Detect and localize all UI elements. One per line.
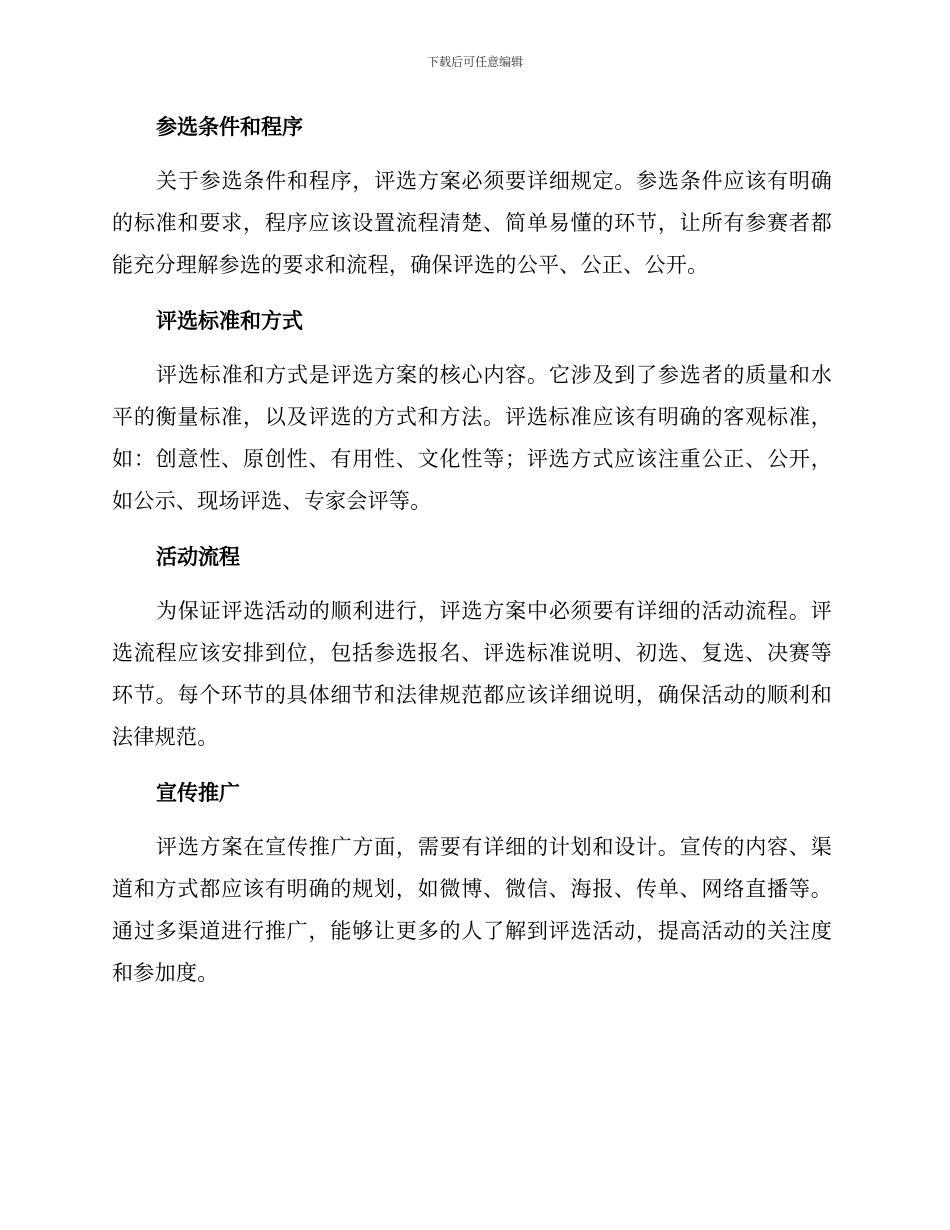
header-note: 下载后可任意编辑 — [426, 55, 523, 69]
section-heading: 评选标准和方式 — [156, 309, 303, 333]
section-heading: 参选条件和程序 — [156, 115, 303, 139]
document-content — [112, 108, 832, 994]
section-paragraph: 评选标准和方式是评选方案的核心内容。它涉及到了参选者的质量和水平的衡量标准，以及评选的方式和方法。评选标准应该有明确的客观标准，如：创意性、原创性、有用性、文化性等；评选方式应该注重公正、公开，如公示、现场评选、专家会评等。 — [112, 363, 832, 513]
section-criteria — [112, 302, 832, 522]
section-paragraph: 评选方案在宣传推广方面，需要有详细的计划和设计。宣传的内容、渠道和方式都应该有明确的规划，如微博、微信、海报、传单、网络直播等。通过多渠道进行推广，能够让更多的人了解到评选活动，提高活动的关注度和参加度。 — [112, 835, 832, 985]
section-heading: 活动流程 — [156, 545, 240, 569]
section-eligibility — [112, 108, 832, 286]
section-heading: 宣传推广 — [156, 781, 240, 805]
section-process — [112, 538, 832, 758]
section-promotion — [112, 774, 832, 994]
section-paragraph: 关于参选条件和程序，评选方案必须要详细规定。参选条件应该有明确的标准和要求，程序应该设置流程清楚、简单易懂的环节，让所有参赛者都能充分理解参选的要求和流程，确保评选的公平、公正、公开。 — [112, 169, 832, 277]
section-paragraph: 为保证评选活动的顺利进行，评选方案中必须要有详细的活动流程。评选流程应该安排到位，包括参选报名、评选标准说明、初选、复选、决赛等环节。每个环节的具体细节和法律规范都应该详细说明，确保活动的顺利和法律规范。 — [112, 599, 832, 749]
